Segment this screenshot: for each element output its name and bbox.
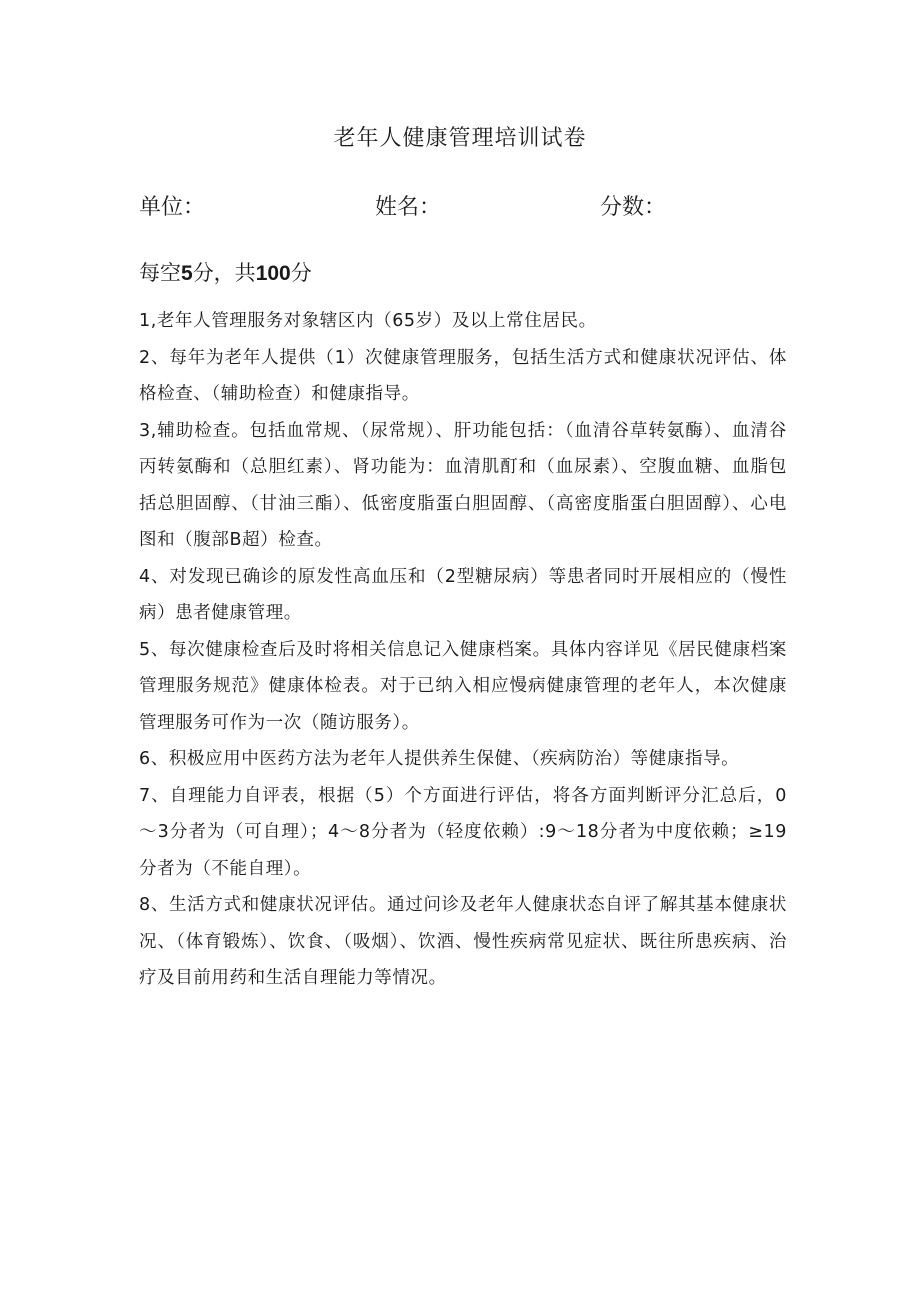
question-list (139, 303, 787, 997)
question-7: 7、自理能力自评表，根据（5）个方面进行评估，将各方面判断评分汇总后，0～3分者为（可自理）；4～8分者为（轻度依赖）:9～18分者为中度依赖；≥19分者为（不能自理）。 (139, 785, 787, 879)
question-6: 6、积极应用中医药方法为老年人提供养生保健、（疾病防治）等健康指导。 (139, 749, 740, 769)
scoring-prefix: 每空 (139, 261, 181, 285)
question-1: 1,老年人管理服务对象辖区内（65岁）及以上常住居民。 (139, 311, 597, 331)
unit-label: 单位： (139, 195, 206, 220)
question-2: 2、每年为老年人提供（1）次健康管理服务，包括生活方式和健康状况评估、体格检查、（辅助检查）和健康指导。 (139, 347, 787, 404)
header-fields (139, 190, 789, 226)
document-title: 老年人健康管理培训试卷 (333, 126, 587, 151)
scoring-suffix: 分 (290, 261, 312, 285)
question-4: 4、对发现已确诊的原发性高血压和（2型糖尿病）等患者同时开展相应的（慢性病）患者健康管理。 (139, 566, 787, 623)
per-blank-points: 5 (181, 262, 193, 285)
total-points: 100 (255, 262, 291, 285)
name-label: 姓名： (375, 195, 442, 220)
score-label: 分数： (600, 195, 667, 220)
scoring-instructions (139, 255, 312, 292)
question-3: 3,辅助检查。包括血常规、（尿常规）、肝功能包括：（血清谷草转氨酶）、血清谷丙转氨酶和（总胆红素）、肾功能为：血清肌酊和（血尿素）、空腹血糖、血脂包括总胆固醇、（甘油三酯）、低密度脂蛋白胆固醇、（高密度脂蛋白胆固醇）、心电图和（腹部B超）检查。 (139, 420, 787, 550)
question-8: 8、生活方式和健康状况评估。通过问诊及老年人健康状态自评了解其基本健康状况、（体育锻炼）、饮食、（吸烟）、饮酒、慢性疾病常见症状、既往所患疾病、治疗及目前用药和生活自理能力等情况。 (139, 895, 787, 988)
scoring-middle: 分，共 (192, 261, 256, 285)
question-5: 5、每次健康检查后及时将相关信息记入健康档案。具体内容详见《居民健康档案管理服务规范》健康体检表。对于已纳入相应慢病健康管理的老年人，本次健康管理服务可作为一次（随访服务）。 (139, 639, 787, 733)
